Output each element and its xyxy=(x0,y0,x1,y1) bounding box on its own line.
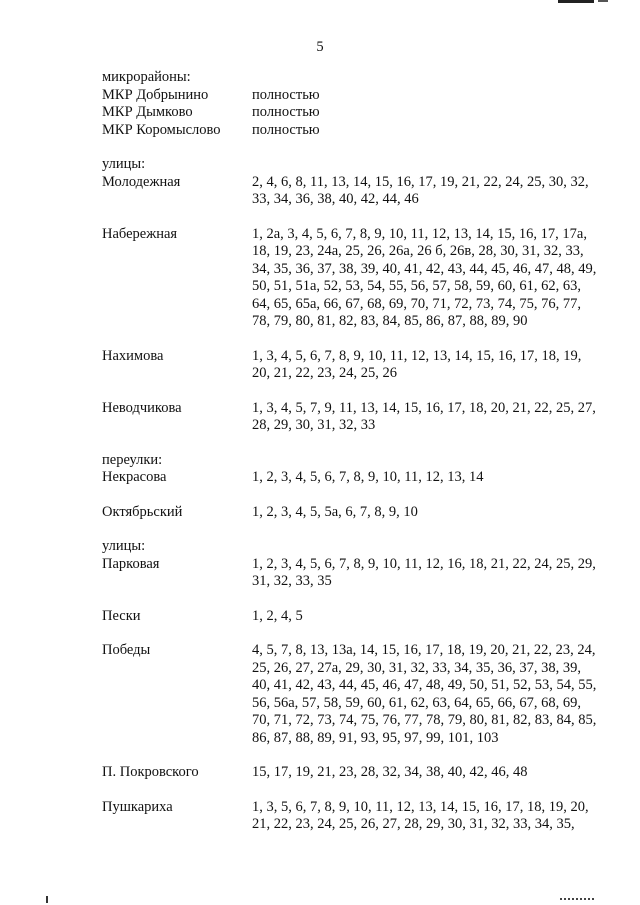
item-name: Парковая xyxy=(102,555,160,572)
scan-artifact-top-small xyxy=(598,0,608,2)
list-item xyxy=(102,104,602,122)
item-value: 15, 17, 19, 21, 23, 28, 32, 34, 38, 40, 42, 46, 48 xyxy=(252,764,528,780)
item-value: 1, 2, 4, 5 xyxy=(252,607,303,624)
section-heading-streets-2: улицы: xyxy=(102,538,146,554)
item-value: 1, 3, 4, 5, 6, 7, 8, 9, 10, 11, 12, 13, 14, 15, 16, 17, 18, 19, 20, 21, 22, 23, 24, 25, 26 xyxy=(252,347,582,381)
list-item xyxy=(102,122,602,140)
section-heading-microdistricts: микрорайоны: xyxy=(102,69,191,85)
scan-artifact-bottom-left xyxy=(46,896,48,903)
list-item xyxy=(102,348,602,383)
item-value: 1, 2, 3, 4, 5, 5а, 6, 7, 8, 9, 10 xyxy=(252,503,418,520)
item-value: полностью xyxy=(252,86,320,103)
address-list xyxy=(102,69,602,834)
item-value: 1, 2, 3, 4, 5, 6, 7, 8, 9, 10, 11, 12, 13, 14 xyxy=(252,469,484,485)
item-name: Пушкариха xyxy=(102,798,173,815)
list-item xyxy=(102,87,602,105)
item-name: П. Покровского xyxy=(102,764,199,780)
list-item xyxy=(102,799,602,834)
page-number: 5 xyxy=(316,39,324,55)
item-value: полностью xyxy=(252,104,320,120)
list-item xyxy=(102,608,602,626)
item-name: Победы xyxy=(102,642,151,658)
list-item xyxy=(102,504,602,522)
scan-artifact-top xyxy=(558,0,594,3)
item-name: Молодежная xyxy=(102,173,181,190)
item-name: Пески xyxy=(102,607,141,624)
scan-artifact-bottom-right xyxy=(560,898,594,903)
list-item xyxy=(102,469,602,487)
list-item xyxy=(102,642,602,747)
item-name: Некрасова xyxy=(102,469,167,485)
item-name: МКР Коромыслово xyxy=(102,121,221,138)
list-item xyxy=(102,226,602,331)
list-item xyxy=(102,764,602,782)
item-value: 1, 2а, 3, 4, 5, 6, 7, 8, 9, 10, 11, 12, 13, 14, 15, 16, 17, 17а, 18, 19, 23, 24а, 25, 26, 26а, 26 б, 26в, 28, 30, 31, 32, 33, 34, 35, 36, 37, 38, 39, 40, 41, 42, 43, 44, 45, 46, 47, 48, 49, 50, 51, 51а, 52, 53, 54, 55, 56, 57, 58, 59, 60, 61, 62, 63, 64, 65, 65а, 66, 67, 68, 69, 70, 71, 72, 73, 74, 75, 76, 77, 78, 79, 80, 81, 82, 83, 84, 85, 86, 87, 88, 89, 90 xyxy=(252,225,597,329)
section-heading-lanes: переулки: xyxy=(102,451,163,468)
item-name: Октябрьский xyxy=(102,503,183,520)
list-item xyxy=(102,556,602,591)
item-value: 4, 5, 7, 8, 13, 13а, 14, 15, 16, 17, 18, 19, 20, 21, 22, 23, 24, 25, 26, 27, 27а, 29, 30, 31, 32, 33, 34, 35, 36, 37, 38, 39, 40, 41, 42, 43, 44, 45, 46, 47, 48, 49, 50, 51, 52, 53, 54, 55, 56, 56а, 57, 58, 59, 60, 61, 62, 63, 64, 65, 66, 67, 68, 69, 70, 71, 72, 73, 74, 75, 76, 77, 78, 79, 80, 81, 82, 83, 84, 85, 86, 87, 88, 89, 91, 93, 95, 97, 99, 101, 103 xyxy=(252,642,597,746)
item-name: Набережная xyxy=(102,225,178,242)
list-item xyxy=(102,400,602,435)
section-heading-streets: улицы: xyxy=(102,156,146,172)
list-item xyxy=(102,174,602,209)
item-value: полностью xyxy=(252,121,320,138)
item-name: Неводчикова xyxy=(102,399,182,416)
item-value: 2, 4, 6, 8, 11, 13, 14, 15, 16, 17, 19, 21, 22, 24, 25, 30, 32, 33, 34, 36, 38, 40, 42, 44, 46 xyxy=(252,173,589,207)
item-value: 1, 3, 5, 6, 7, 8, 9, 10, 11, 12, 13, 14, 15, 16, 17, 18, 19, 20, 21, 22, 23, 24, 25, 26, 27, 28, 29, 30, 31, 32, 33, 34, 35, xyxy=(252,798,589,832)
item-name: МКР Добрынино xyxy=(102,86,209,103)
item-name: МКР Дымково xyxy=(102,104,193,120)
item-value: 1, 3, 4, 5, 7, 9, 11, 13, 14, 15, 16, 17, 18, 20, 21, 22, 25, 27, 28, 29, 30, 31, 32, 33 xyxy=(252,399,596,433)
item-name: Нахимова xyxy=(102,347,164,364)
item-value: 1, 2, 3, 4, 5, 6, 7, 8, 9, 10, 11, 12, 16, 18, 21, 22, 24, 25, 29, 31, 32, 33, 35 xyxy=(252,555,596,589)
